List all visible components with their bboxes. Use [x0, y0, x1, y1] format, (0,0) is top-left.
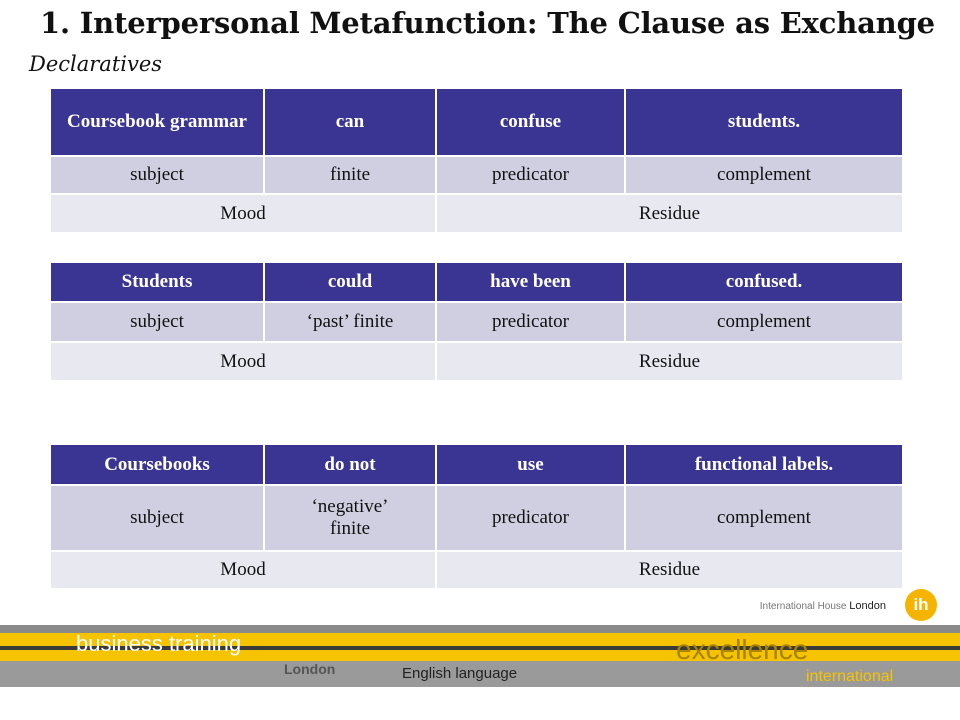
mood-cell: Mood — [50, 194, 436, 233]
footer-band-white — [0, 687, 960, 720]
clause-table-3 — [49, 443, 904, 590]
footer-english-language: English language — [402, 665, 518, 682]
residue-cell: Residue — [436, 551, 903, 589]
ih-logo-icon: ih — [905, 589, 937, 621]
header-cell: confuse — [436, 88, 625, 156]
header-cell: Students — [50, 262, 264, 302]
mood-residue-row — [50, 551, 903, 589]
mood-residue-row — [50, 194, 903, 233]
function-cell: predicator — [436, 302, 625, 342]
mood-cell: Mood — [50, 342, 436, 381]
footer-international: international — [806, 668, 894, 685]
mood-cell: Mood — [50, 551, 436, 589]
residue-cell: Residue — [436, 194, 903, 233]
function-row — [50, 302, 903, 342]
clause-table-2 — [49, 261, 904, 382]
header-cell: have been — [436, 262, 625, 302]
ih-prefix: International House — [759, 601, 847, 612]
function-cell: predicator — [436, 485, 625, 551]
function-cell: subject — [50, 485, 264, 551]
header-cell: could — [264, 262, 436, 302]
table-header-row — [50, 88, 903, 156]
header-cell: use — [436, 444, 625, 485]
function-cell: complement — [625, 485, 903, 551]
function-cell: complement — [625, 156, 903, 194]
footer-excellence: excellence — [676, 634, 809, 665]
slide-subtitle: Declaratives — [29, 52, 163, 76]
function-cell: ‘past’ finite — [264, 302, 436, 342]
mood-residue-row — [50, 342, 903, 381]
header-cell: Coursebooks — [50, 444, 264, 485]
table-header-row — [50, 262, 903, 302]
header-cell: functional labels. — [625, 444, 903, 485]
function-row — [50, 156, 903, 194]
ih-london-text — [760, 600, 886, 612]
table-header-row — [50, 444, 903, 485]
function-row — [50, 485, 903, 551]
residue-cell: Residue — [436, 342, 903, 381]
header-cell: confused. — [625, 262, 903, 302]
header-cell: can — [264, 88, 436, 156]
footer-business-training: business training — [76, 631, 242, 656]
function-cell: subject — [50, 302, 264, 342]
header-cell: students. — [625, 88, 903, 156]
function-cell: subject — [50, 156, 264, 194]
function-cell: complement — [625, 302, 903, 342]
clause-table-1 — [49, 87, 904, 234]
footer-london: London — [284, 661, 336, 677]
function-cell: predicator — [436, 156, 625, 194]
header-cell: do not — [264, 444, 436, 485]
header-cell: Coursebook grammar — [50, 88, 264, 156]
function-cell: ‘negative’ finite — [264, 485, 436, 551]
slide-title: 1. Interpersonal Metafunction: The Clause as Exchange — [40, 6, 935, 40]
ih-city: London — [849, 600, 886, 612]
function-cell: finite — [264, 156, 436, 194]
